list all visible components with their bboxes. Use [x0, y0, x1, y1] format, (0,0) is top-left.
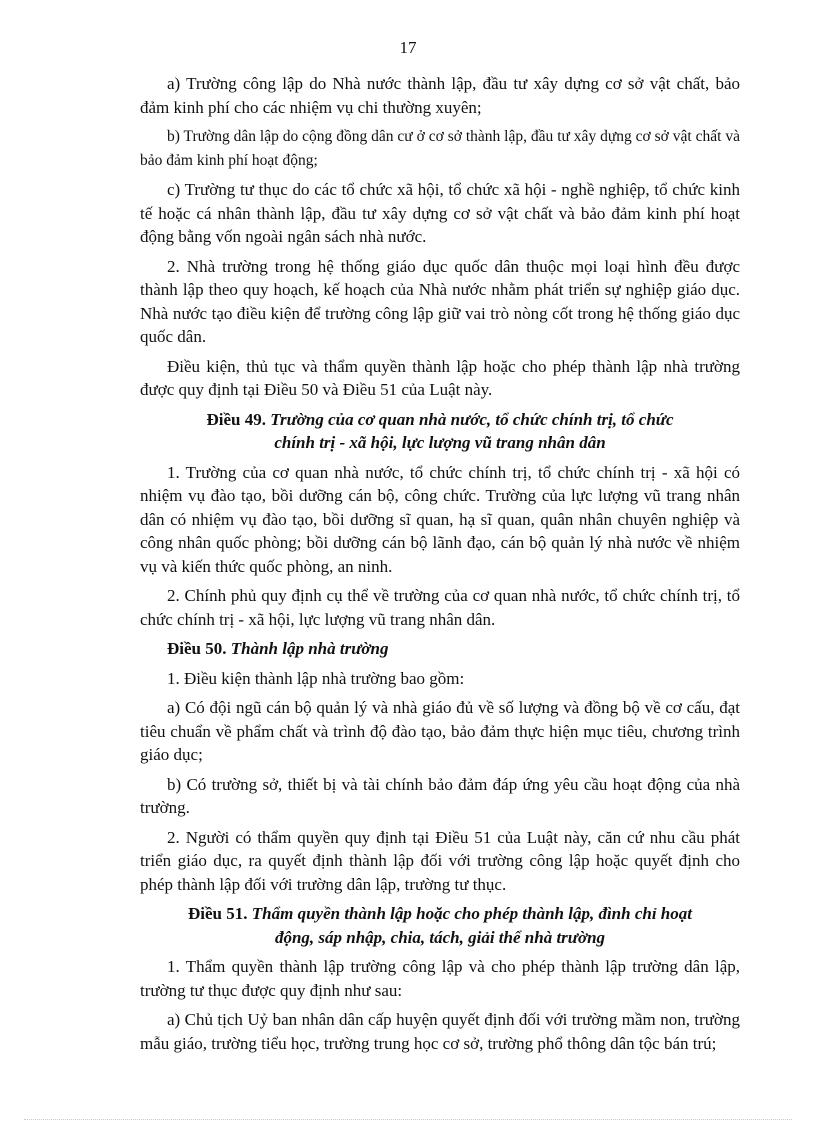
article-49-title-line2: chính trị - xã hội, lực lượng vũ trang nhân dân — [274, 433, 606, 452]
paragraph-public-school: a) Trường công lập do Nhà nước thành lập, đầu tư xây dựng cơ sở vật chất, bảo đảm kinh phí cho các nhiệm vụ chi thường xuyên; — [140, 74, 740, 117]
paragraph-private-school: c) Trường tư thục do các tổ chức xã hội, tổ chức xã hội - nghề nghiệp, tổ chức kinh tế hoặc cá nhân thành lập, đầu tư xây dựng cơ sở vật chất và bảo đảm kinh phí hoạt động bằng vốn ngoài ngân sách nhà nước. — [140, 180, 740, 246]
article-49-heading — [140, 408, 740, 455]
article-49-paragraph-2: 2. Chính phủ quy định cụ thể về trường của cơ quan nhà nước, tổ chức chính trị, tổ chức chính trị - xã hội, lực lượng vũ trang nhân dân. — [140, 586, 740, 629]
article-50-label: Điều 50. — [167, 639, 227, 658]
article-50-paragraph-a: a) Có đội ngũ cán bộ quản lý và nhà giáo đủ về số lượng và đồng bộ về cơ cấu, đạt tiêu chuẩn về phẩm chất và trình độ đào tạo, bảo đảm thực hiện mục tiêu, chương trình giáo dục; — [140, 698, 740, 764]
article-50-title: Thành lập nhà trường — [230, 639, 389, 658]
article-51-title-line1: Thẩm quyền thành lập hoặc cho phép thành lập, đình chỉ hoạt — [251, 904, 692, 923]
article-50-paragraph-1: 1. Điều kiện thành lập nhà trường bao gồm: — [167, 668, 465, 688]
article-51-heading — [140, 902, 740, 949]
document-body — [140, 72, 740, 1061]
page-number: 17 — [399, 38, 417, 57]
article-51-paragraph-a: a) Chủ tịch Uỷ ban nhân dân cấp huyện quyết định đối với trường mầm non, trường mẫu giáo, trường tiểu học, trường trung học cơ sở, trường phổ thông dân tộc bán trú; — [140, 1010, 740, 1053]
article-51-label: Điều 51. — [188, 904, 248, 923]
article-49-label: Điều 49. — [206, 409, 266, 429]
paragraph-establishment-conditions: Điều kiện, thủ tục và thẩm quyền thành lập hoặc cho phép thành lập nhà trường được quy định tại Điều 50 và Điều 51 của Luật này. — [140, 356, 740, 399]
article-51-title-line2: động, sáp nhập, chia, tách, giải thể nhà trường — [274, 927, 606, 947]
article-50-heading — [140, 637, 740, 661]
article-49-title-line1: Trường của cơ quan nhà nước, tổ chức chính trị, tổ chức — [270, 409, 674, 429]
article-49-paragraph-1: 1. Trường của cơ quan nhà nước, tổ chức chính trị, tổ chức chính trị - xã hội có nhiệm vụ đào tạo, bồi dưỡng cán bộ, công chức. Trường của lực lượng vũ trang nhân dân có nhiệm vụ đào tạo, bồi dưỡng sĩ quan, hạ sĩ quan, quân nhân chuyên nghiệp và công nhân quốc phòng; bồi dưỡng cán bộ lãnh đạo, cán bộ quản lý nhà nước về nhiệm vụ và kiến thức quốc phòng, an ninh. — [140, 462, 740, 576]
article-50-paragraph-2: 2. Người có thẩm quyền quy định tại Điều 51 của Luật này, căn cứ nhu cầu phát triển giáo dục, ra quyết định thành lập đối với trường công lập hoặc quyết định cho phép thành lập đối với trường dân lập, trường tư thục. — [140, 827, 740, 894]
paragraph-community-school: b) Trường dân lập do cộng đồng dân cư ở cơ sở thành lập, đầu tư xây dựng cơ sở vật chất và bảo đảm kinh phí hoạt động; — [140, 128, 740, 169]
page-bottom-divider — [24, 1119, 792, 1120]
paragraph-school-system: 2. Nhà trường trong hệ thống giáo dục quốc dân thuộc mọi loại hình đều được thành lập theo quy hoạch, kế hoạch của Nhà nước nhằm phát triển sự nghiệp giáo dục. Nhà nước tạo điều kiện để trường công lập giữ vai trò nòng cốt trong hệ thống giáo dục quốc dân. — [140, 256, 740, 346]
article-51-paragraph-1: 1. Thẩm quyền thành lập trường công lập và cho phép thành lập trường dân lập, trường tư thục được quy định như sau: — [140, 957, 740, 1000]
article-50-paragraph-b: b) Có trường sở, thiết bị và tài chính bảo đảm đáp ứng yêu cầu hoạt động của nhà trường. — [140, 774, 740, 817]
